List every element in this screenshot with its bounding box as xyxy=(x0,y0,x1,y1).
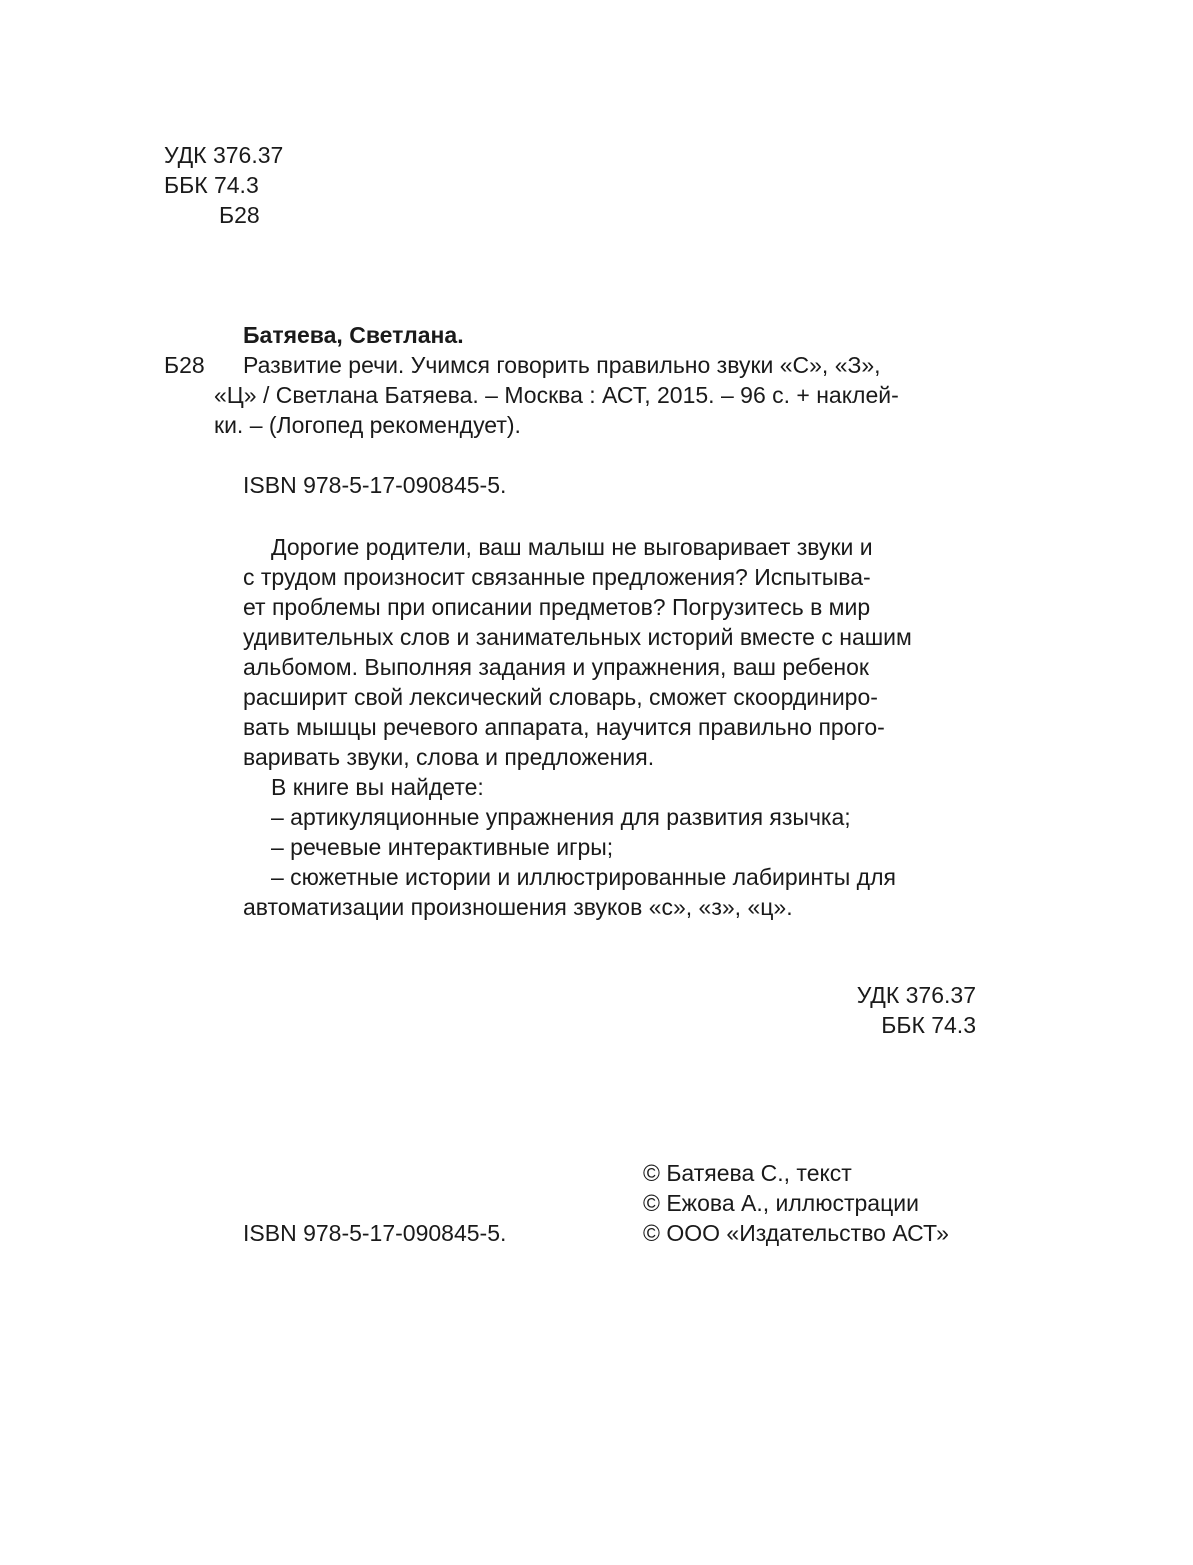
annotation-line: удивительных слов и занимательных историй вместе с нашим xyxy=(243,624,912,650)
bbk-code-bottom: ББК 74.3 xyxy=(881,1012,976,1038)
annotation-line: альбомом. Выполняя задания и упражнения, ваш ребенок xyxy=(243,654,869,680)
annotation-list-item: – артикуляционные упражнения для развития язычка; xyxy=(271,804,851,830)
isbn-footer: ISBN 978-5-17-090845-5. xyxy=(243,1220,507,1246)
annotation-line: Дорогие родители, ваш малыш не выговаривает звуки и xyxy=(271,534,873,560)
isbn-entry: ISBN 978-5-17-090845-5. xyxy=(243,472,507,498)
description-line: «Ц» / Светлана Батяева. – Москва : АСТ, 2015. – 96 с. + наклей- xyxy=(214,382,899,408)
annotation-line: расширит свой лексический словарь, сможет скоординиро- xyxy=(243,684,878,710)
annotation-line: автоматизации произношения звуков «с», «з», «ц». xyxy=(243,894,793,920)
copyright-line: © Батяева С., текст xyxy=(643,1160,852,1186)
author-mark-entry: Б28 xyxy=(164,352,205,378)
annotation-line: ет проблемы при описании предметов? Погрузитесь в мир xyxy=(243,594,871,620)
author-mark-top: Б28 xyxy=(219,202,260,228)
footer-codes xyxy=(857,980,976,1040)
annotation-line: с трудом произносит связанные предложения? Испытыва- xyxy=(243,564,871,590)
annotation-line: варивать звуки, слова и предложения. xyxy=(243,744,655,770)
copyright-line: © Ежова А., иллюстрации xyxy=(643,1190,919,1216)
description-line: Развитие речи. Учимся говорить правильно звуки «С», «З», xyxy=(243,352,881,378)
annotation xyxy=(243,532,912,922)
annotation-line: вать мышцы речевого аппарата, научится правильно прого- xyxy=(243,714,885,740)
copyright-line: © ООО «Издательство АСТ» xyxy=(643,1220,949,1246)
annotation-list-item: – сюжетные истории и иллюстрированные лабиринты для xyxy=(271,864,896,890)
bbk-code-top: ББК 74.3 xyxy=(164,172,259,198)
annotation-list-item: – речевые интерактивные игры; xyxy=(271,834,614,860)
udk-code-top: УДК 376.37 xyxy=(164,142,284,168)
copyright-block xyxy=(643,1158,949,1248)
annotation-line: В книге вы найдете: xyxy=(271,774,484,800)
author-heading: Батяева, Светлана. xyxy=(243,322,464,348)
description-line: ки. – (Логопед рекомендует). xyxy=(214,412,521,438)
bibliographic-description xyxy=(214,350,899,440)
udk-code-bottom: УДК 376.37 xyxy=(856,982,976,1008)
